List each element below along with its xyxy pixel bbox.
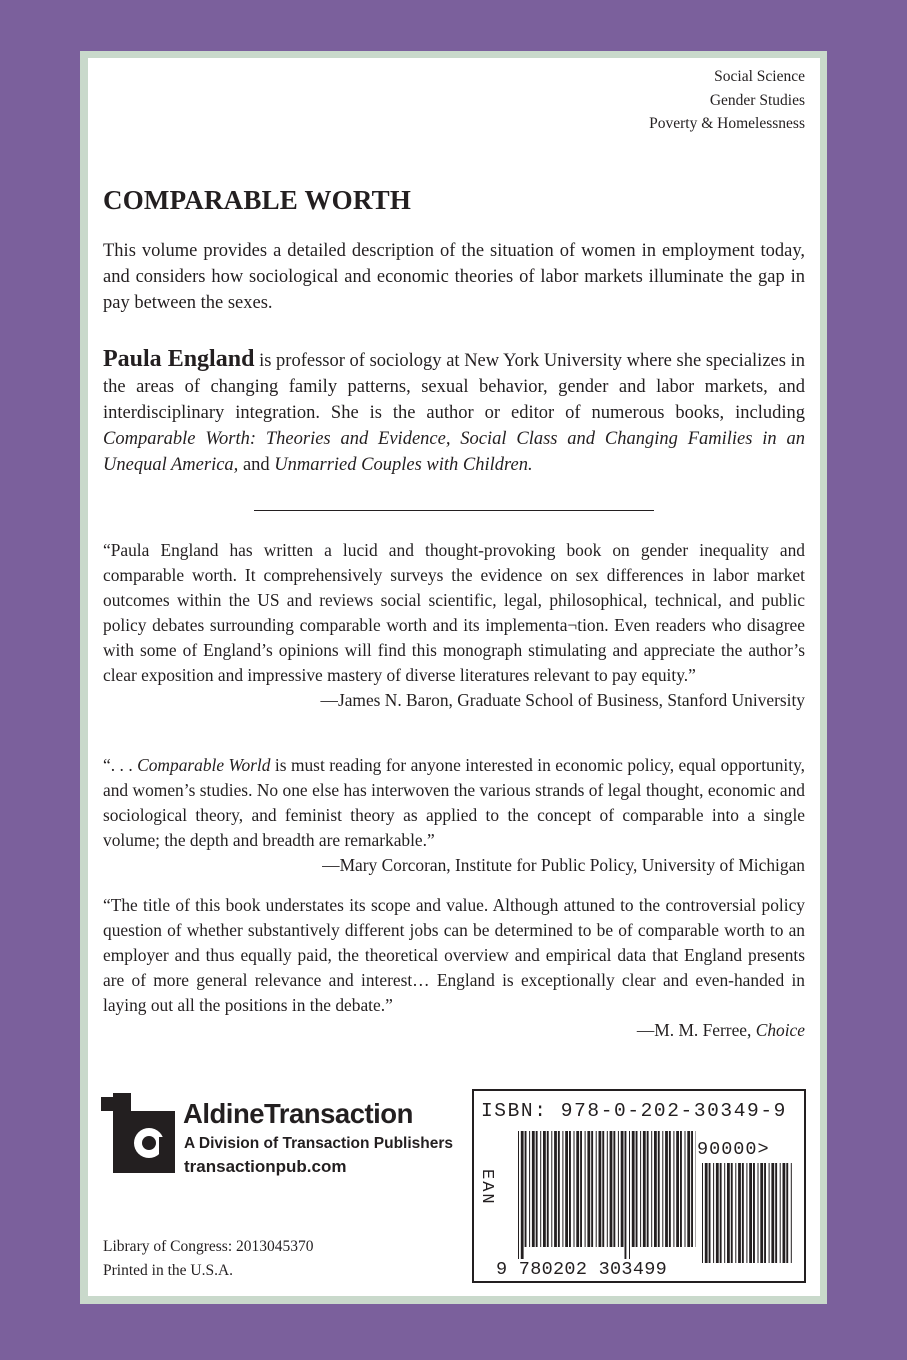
barcode-bar [783,1163,786,1263]
divider [254,510,654,511]
barcode-bar [607,1131,608,1247]
bio-works: Comparable Worth: Theories and Evidence, Social Class and Changing Families in an Unequal America, [103,429,805,475]
barcode-bar [720,1163,722,1263]
barcode-bar [746,1163,747,1263]
barcode-bar [702,1163,703,1263]
back-cover [88,58,820,1296]
barcode-bar [613,1131,615,1247]
isbn-text: ISBN: 978-0-202-30349-9 [481,1100,787,1122]
ean-barcode-bars [518,1131,696,1259]
bio-text: and [238,455,275,475]
publisher-block [101,1093,456,1188]
barcode-bar [632,1131,635,1247]
barcode-bar [640,1131,641,1247]
barcode-bar [709,1163,711,1263]
printed-in: Printed in the U.S.A. [103,1262,234,1279]
barcode-bar [629,1131,630,1259]
quote-text [103,753,805,853]
quote-attribution [103,1018,805,1043]
barcode-bar [758,1163,759,1263]
barcode-bar [569,1131,571,1247]
barcode-bar [521,1131,524,1259]
library-of-congress: Library of Congress: 2013045370 [103,1238,314,1255]
quote-italic-title: Comparable World [137,755,271,775]
barcode-bar [551,1131,552,1247]
barcode-bar [540,1131,541,1247]
barcode-bar [665,1131,668,1247]
review-quote [103,538,805,713]
barcode-bar [738,1163,741,1263]
author-name: Paula England [103,346,255,372]
barcode-bar [771,1163,774,1263]
barcode-bar [518,1131,519,1259]
barcode-bar [621,1131,624,1247]
publisher-url: transactionpub.com [184,1157,347,1176]
barcode-bar [673,1131,674,1247]
barcode-bar [713,1163,714,1263]
barcode-bar [574,1131,575,1247]
barcode-bar [716,1163,719,1263]
barcode-bar [651,1131,652,1247]
barcode-bar [547,1131,549,1247]
barcode-bar [691,1131,693,1247]
bio-works: Unmarried Couples with Children. [274,455,533,475]
subject-item: Poverty & Homelessness [649,115,805,132]
quote-text: “The title of this book understates its scope and value. Although attuned to the controversial policy question of whether substantively different jobs can be determined to be of comparable worth to an employer and thus equally paid, the theoretical overview and empirical data that England presents are of more general relevance and interest… England is exceptionally clear and even-handed in laying out all the positions in the debate.” [103,895,805,1015]
barcode-bar [769,1163,770,1263]
price-barcode-bars [702,1163,792,1275]
attribution-name: —M. M. Ferree, [636,1020,756,1040]
barcode-bar [786,1163,788,1263]
barcode-bar [687,1131,690,1247]
subject-item: Social Science [714,68,805,85]
barcode-bar [536,1131,538,1247]
barcode-bar [587,1131,590,1247]
barcode-bar [654,1131,657,1247]
ean-digits: 9 780202 303499 [496,1259,668,1280]
publisher-division: A Division of Transaction Publishers [184,1135,454,1152]
bio-text: is professor of sociology at New York University where she specializes in the areas of changing family patterns, sexual behavior, gender and labor markets, and interdisciplinary integration. She is the author or editor of numerous books, including [103,351,805,423]
barcode-bar [735,1163,736,1263]
barcode-bar [731,1163,733,1263]
quote-prefix: “. . . [103,755,138,775]
subject-list [649,65,805,136]
barcode-bar [554,1131,557,1247]
attribution-source: Choice [755,1020,805,1040]
barcode-bar [618,1131,619,1247]
barcode-bar [585,1131,586,1247]
barcode-bar [610,1131,613,1247]
barcode-bar [742,1163,744,1263]
barcode-bar [543,1131,546,1247]
barcode-bar [791,1163,792,1263]
barcode-bar [753,1163,755,1263]
barcode-bar [760,1163,763,1263]
library-info [103,1235,314,1283]
book-blurb: This volume provides a detailed description of the situation of women in employment today, and considers how sociological and economic theories of labor markets illuminate the gap in pay between the sexes. [103,241,805,313]
quote-body: is must reading for anyone interested in economic policy, equal opportunity, and women’s studies. No one else has interwoven the various strands of legal thought, economic and sociological theory, and feminist theory as applied to the concept of comparable into a single volume; the depth and breadth are remarkable.” [103,755,805,850]
barcode-bar [647,1131,649,1247]
barcode-bar [643,1131,646,1247]
barcode-bar [636,1131,638,1247]
barcode-bar [724,1163,725,1263]
barcode-bar [685,1131,686,1247]
barcode-bar [669,1131,671,1247]
barcode-bar [532,1131,535,1247]
barcode-bar [625,1131,627,1259]
barcode-bar [705,1163,708,1263]
barcode-bar [525,1131,527,1247]
barcode-bar [591,1131,593,1247]
barcode-bar [727,1163,730,1263]
book-title: COMPARABLE WORTH [103,185,412,215]
barcode-bar [558,1131,560,1247]
review-quote [103,893,805,1043]
barcode-bar [596,1131,597,1247]
barcode-bar [576,1131,579,1247]
price-digits: 90000> [697,1139,770,1160]
barcode-bar [680,1131,682,1247]
author-bio [103,346,805,478]
ean-label: EAN [477,1169,496,1206]
barcode-bar [602,1131,604,1247]
barcode-bar [658,1131,660,1247]
quote-attribution: —James N. Baron, Graduate School of Business, Stanford University [320,690,805,710]
isbn-barcode [472,1089,806,1283]
quote-attribution: —Mary Corcoran, Institute for Public Policy, University of Michigan [322,855,805,875]
barcode-bar [662,1131,663,1247]
barcode-bar [749,1163,752,1263]
publisher-logo-icon [101,1093,175,1175]
barcode-bar [780,1163,781,1263]
barcode-bar [529,1131,530,1247]
barcode-bar [676,1131,679,1247]
barcode-bar [580,1131,582,1247]
review-quote [103,753,805,878]
publisher-name: AldineTransaction [183,1098,413,1129]
barcode-bar [775,1163,777,1263]
barcode-bar [599,1131,602,1247]
barcode-bar [565,1131,568,1247]
quote-text: “Paula England has written a lucid and thought-provoking book on gender inequality and comparable worth. It comprehensively surveys the evidence on sex differences in labor market outcomes within the US and reviews social scientific, legal, philosophical, technical, and public policy debates surrounding comparable worth and its implementa¬tion. Even readers who disagree with some of England’s opinions will find this monograph stimulating and appreciate the author’s clear exposition and impressive mastery of diverse literatures relevant to pay equity.” [103,540,805,685]
subject-item: Gender Studies [709,91,805,109]
barcode-bar [764,1163,766,1263]
barcode-bar [562,1131,563,1247]
